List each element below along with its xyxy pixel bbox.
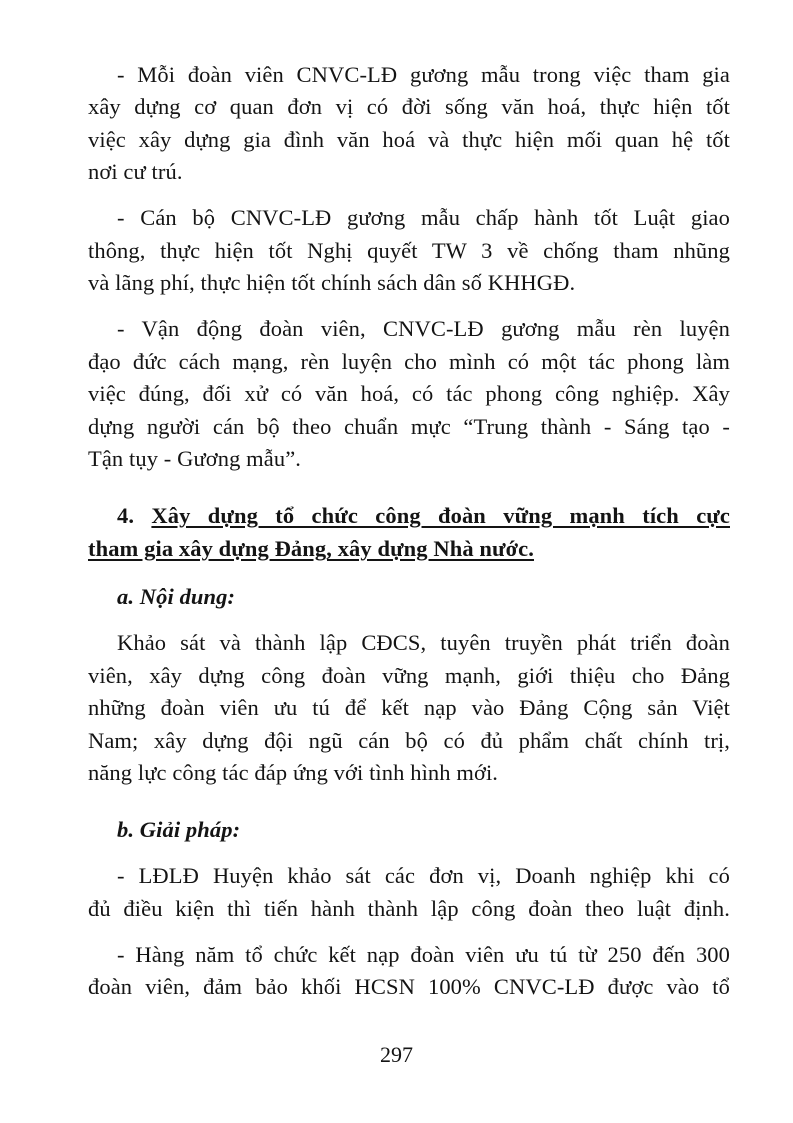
text-line: - Hàng năm tổ chức kết nạp đoàn viên ưu tú từ 250 đến 300 <box>117 942 730 967</box>
text-line: viên, xây dựng công đoàn vững mạnh, giới thiệu cho Đảng <box>88 663 730 688</box>
section-heading-continued <box>88 534 730 564</box>
text-line: Tận tụy - Gương mẫu”. <box>88 446 302 471</box>
subheading-content: a. Nội dung: <box>117 584 236 609</box>
text-line: - Vận động đoàn viên, CNVC-LĐ gương mẫu rèn luyện <box>117 316 730 341</box>
text-line: năng lực công tác đáp ứng với tình hình mới. <box>88 760 499 785</box>
text-line: thông, thực hiện tốt Nghị quyết TW 3 về chống tham nhũng <box>88 238 730 263</box>
text-line: nơi cư trú. <box>88 159 183 184</box>
section-title-line: tham gia xây dựng Đảng, xây dựng Nhà nước. <box>88 536 534 561</box>
text-line: việc xây dựng gia đình văn hoá và thực hiện mối quan hệ tốt <box>88 127 730 152</box>
text-line: xây dựng cơ quan đơn vị có đời sống văn hoá, thực hiện tốt <box>88 94 730 119</box>
section-heading <box>117 501 730 531</box>
text-line: và lãng phí, thực hiện tốt chính sách dân số KHHGĐ. <box>88 270 576 295</box>
text-line: những đoàn viên ưu tú để kết nạp vào Đảng Cộng sản Việt <box>88 695 730 720</box>
section-title-line: Xây dựng tổ chức công đoàn vững mạnh tích cực <box>151 503 730 528</box>
text-line: đoàn viên, đảm bảo khối HCSN 100% CNVC-LĐ được vào tổ <box>88 974 730 999</box>
text-line: - LĐLĐ Huyện khảo sát các đơn vị, Doanh nghiệp khi có <box>117 863 730 888</box>
text-line: - Mỗi đoàn viên CNVC-LĐ gương mẫu trong việc tham gia <box>117 62 730 87</box>
section-number: 4. <box>117 503 135 528</box>
subheading-solutions: b. Giải pháp: <box>117 817 241 842</box>
text-line: đạo đức cách mạng, rèn luyện cho mình có một tác phong làm <box>88 349 730 374</box>
page-number: 297 <box>380 1042 413 1067</box>
text-line: Khảo sát và thành lập CĐCS, tuyên truyền phát triển đoàn <box>117 630 730 655</box>
text-line: đủ điều kiện thì tiến hành thành lập công đoàn theo luật định. <box>88 896 730 921</box>
text-line: việc đúng, đối xử có văn hoá, có tác phong công nghiệp. Xây <box>88 381 730 406</box>
text-line: Nam; xây dựng đội ngũ cán bộ có đủ phẩm chất chính trị, <box>88 728 730 753</box>
text-line: dựng người cán bộ theo chuẩn mực “Trung thành - Sáng tạo - <box>88 414 730 439</box>
text-line: - Cán bộ CNVC-LĐ gương mẫu chấp hành tốt Luật giao <box>117 205 730 230</box>
